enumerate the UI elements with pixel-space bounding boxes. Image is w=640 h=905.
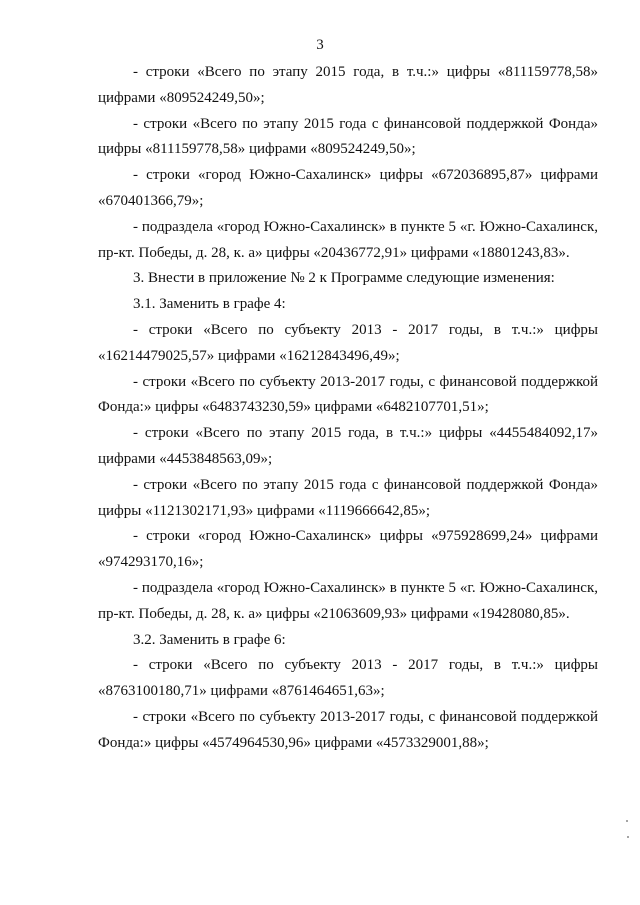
paragraph: - строки «Всего по субъекту 2013-2017 годы, с финансовой поддержкой Фонда:» цифры «4574964530,96» цифрами «4573329001,88»; xyxy=(98,708,598,751)
subsection-heading: 3.2. Заменить в графе 6: xyxy=(133,631,286,648)
paragraph: - строки «Всего по этапу 2015 года с финансовой поддержкой Фонда» цифры «1121302171,93» цифрами «1119666642,85»; xyxy=(98,476,598,519)
document-body xyxy=(98,60,598,757)
subsection-heading: 3.1. Заменить в графе 4: xyxy=(133,296,286,313)
paragraph: - строки «Всего по субъекту 2013-2017 годы, с финансовой поддержкой Фонда:» цифры «6483743230,59» цифрами «6482107701,51»; xyxy=(98,373,598,416)
paragraph: - строки «Всего по этапу 2015 года, в т.ч.:» цифры «4455484092,17» цифрами «4453848563,09»; xyxy=(98,425,598,467)
section-heading: 3. Внести в приложение № 2 к Программе следующие изменения: xyxy=(133,270,555,287)
paragraph: - строки «Всего по этапу 2015 года, в т.ч.:» цифры «811159778,58» цифрами «809524249,50»; xyxy=(98,64,598,106)
paragraph: - строки «город Южно-Сахалинск» цифры «672036895,87» цифрами «670401366,79»; xyxy=(98,167,598,209)
paragraph: - строки «Всего по субъекту 2013 - 2017 годы, в т.ч.:» цифры «16214479025,57» цифрами «16212843496,49»; xyxy=(98,321,598,364)
paragraph: - строки «Всего по субъекту 2013 - 2017 годы, в т.ч.:» цифры «8763100180,71» цифрами «8761464651,63»; xyxy=(98,657,598,700)
scan-speck xyxy=(627,836,629,838)
page-number: 3 xyxy=(316,37,324,53)
paragraph: - строки «город Южно-Сахалинск» цифры «975928699,24» цифрами «974293170,16»; xyxy=(98,528,598,571)
paragraph: - строки «Всего по этапу 2015 года с финансовой поддержкой Фонда» цифры «811159778,58» цифрами «809524249,50»; xyxy=(98,115,598,158)
paragraph: - подраздела «город Южно-Сахалинск» в пункте 5 «г. Южно-Сахалинск, пр-кт. Победы, д. 28, к. а» цифры «21063609,93» цифрами «19428080,85». xyxy=(98,579,598,622)
scan-speck xyxy=(626,820,628,822)
paragraph: - подраздела «город Южно-Сахалинск» в пункте 5 «г. Южно-Сахалинск, пр-кт. Победы, д. 28, к. а» цифры «20436772,91» цифрами «18801243,83». xyxy=(98,218,598,261)
